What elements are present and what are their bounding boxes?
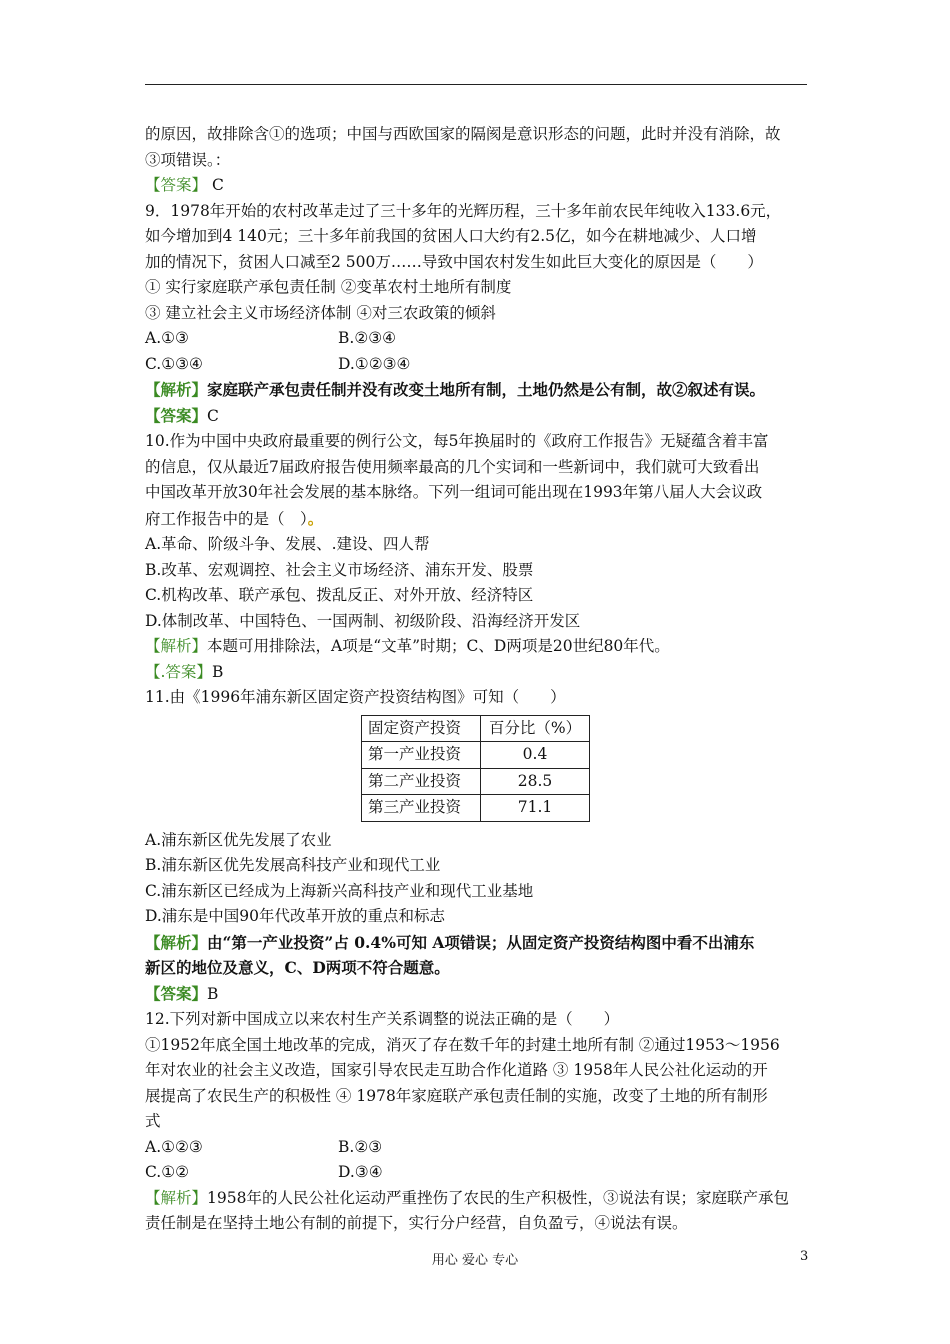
q12-stem: 12.下列对新中国成立以来农村生产关系调整的说法正确的是（ ）: [145, 1010, 620, 1028]
answer-tag: 【.答案】: [145, 662, 212, 681]
q9-analysis: [145, 377, 825, 403]
analysis-text: 1958年的人民公社化运动严重挫伤了农民的生产积极性，③说法有误；家庭联产承包: [207, 1188, 789, 1207]
table-cell: 第三产业投资: [362, 795, 481, 822]
investment-table: [361, 715, 590, 822]
stray-dot: 。: [307, 508, 324, 528]
q11-analysis: [145, 930, 825, 956]
answer-value: C: [207, 406, 219, 425]
q12-item: ①1952年底全国土地改革的完成，消灭了存在数千年的封建土地所有制 ②通过1953～1956: [145, 1035, 780, 1054]
table-cell: 第一产业投资: [362, 742, 481, 769]
q12-analysis: [145, 1186, 825, 1212]
q12-item: 展提高了农民生产的积极性 ④ 1978年家庭联产承包责任制的实施，改变了土地的所有制形: [145, 1086, 768, 1105]
answer-11: [145, 981, 825, 1008]
table-row: [362, 742, 590, 769]
option-b: B.浦东新区优先发展高科技产业和现代工业: [145, 856, 441, 874]
analysis-text: 家庭联产承包责任制并没有改变土地所有制，土地仍然是公有制，故②叙述有误。: [207, 380, 766, 399]
analysis-text: 本题可用排除法，A项是“文革”时期；C、D两项是20世纪80年代。: [207, 637, 670, 655]
table-row: [362, 795, 590, 822]
option-d: D.浦东是中国90年代改革开放的重点和标志: [145, 907, 446, 925]
text-line: 的原因，故排除含①的选项；中国与西欧国家的隔阂是意识形态的问题，此时并没有消除，故: [145, 125, 781, 143]
q9-options: [145, 326, 825, 352]
analysis-tag: 【解析】: [145, 932, 208, 952]
q9-item: ③ 建立社会主义市场经济体制 ④对三农政策的倾斜: [145, 303, 496, 322]
q11-analysis-cont: 新区的地位及意义，C、D两项不符合题意。: [145, 958, 450, 977]
table-cell: 71.1: [481, 795, 590, 822]
q10-analysis: [145, 634, 825, 660]
option-c: C.①③④: [145, 354, 203, 373]
analysis-text: 由“第一产业投资”占 0.4%可知 A项错误；从固定资产投资结构图中看不出浦东: [207, 932, 755, 952]
q9-stem: 加的情况下，贫困人口减至2 500万……导致中国农村发生如此巨大变化的原因是（ ）: [145, 252, 763, 271]
option-c: C.机构改革、联产承包、拨乱反正、对外开放、经济特区: [145, 586, 534, 604]
answer-value: B: [207, 984, 219, 1003]
q9-item: ① 实行家庭联产承包责任制 ②变革农村土地所有制度: [145, 278, 512, 296]
q12-item: 式: [145, 1112, 161, 1130]
option-a: A.①②③: [145, 1137, 203, 1156]
table-header-cell: 固定资产投资: [362, 715, 481, 742]
option-b: B.改革、宏观调控、社会主义市场经济、浦东开发、股票: [145, 560, 534, 579]
answer-tag: 【答案】: [145, 405, 208, 425]
q10-stem: 中国改革开放30年社会发展的基本脉络。下列一组词可能出现在1993年第八届人大会议政: [145, 483, 763, 501]
table-cell: 第二产业投资: [362, 768, 481, 795]
analysis-tag: 【解析】: [145, 637, 208, 655]
option-d: D.体制改革、中国特色、一国两制、初级阶段、沿海经济开发区: [145, 611, 581, 630]
q12-item: 年对农业的社会主义改造，国家引导农民走互助合作化道路 ③ 1958年人民公社化运动的开: [145, 1061, 768, 1079]
option-c: C.浦东新区已经成为上海新兴高科技产业和现代工业基地: [145, 881, 534, 900]
q10-stem-end: 府工作报告中的是（ ）: [145, 509, 308, 528]
option-d: D.①②③④: [338, 354, 411, 373]
option-a: A.①③: [145, 329, 189, 347]
analysis-tag: 【解析】: [145, 380, 208, 399]
option-b: B.②③: [338, 1137, 383, 1156]
option-a: A.浦东新区优先发展了农业: [145, 830, 332, 849]
q9-stem: 如今增加到4 140元；三十多年前我国的贫困人口大约有2.5亿，如今在耕地减少、人口增: [145, 227, 757, 245]
answer-tag: 【答案】: [145, 176, 208, 194]
answer-value: B: [211, 662, 224, 681]
page-number: 3: [800, 1249, 809, 1264]
answer-tag: 【答案】: [145, 983, 208, 1003]
answer-10: [145, 660, 825, 686]
q9-stem: 9．1978年开始的农村改革走过了三十多年的光辉历程，三十多年前农民年纯收入133.6元，: [145, 201, 782, 220]
table-header-cell: 百分比（%）: [481, 715, 590, 742]
option-a: A.革命、阶级斗争、发展、.建设、四人帮: [145, 535, 430, 553]
table-header-row: [362, 715, 590, 742]
q9-options: [145, 352, 825, 378]
answer-value: C: [207, 176, 224, 194]
answer-8: [145, 173, 825, 199]
table-row: [362, 768, 590, 795]
text-line: ③项错误。：: [145, 150, 231, 169]
header-rule: [145, 84, 807, 85]
page-content: [145, 122, 825, 1237]
footer-motto: 用心 爱心 专心: [431, 1253, 519, 1268]
table-cell: 0.4: [481, 742, 590, 769]
q10-stem: [145, 506, 825, 533]
table-cell: 28.5: [481, 768, 590, 795]
q12-analysis-cont: 责任制是在坚持土地公有制的前提下，实行分户经营，自负盈亏，④说法有误。: [145, 1214, 688, 1232]
q11-stem: 11.由《1996年浦东新区固定资产投资结构图》可知（ ）: [145, 688, 566, 706]
option-c: C.①②: [145, 1163, 190, 1181]
q10-stem: 10.作为中国中央政府最重要的例行公文，每5年换届时的《政府工作报告》无疑蕴含着丰富: [145, 432, 769, 450]
q10-stem: 的信息，仅从最近7届政府报告使用频率最高的几个实词和一些新词中，我们就可大致看出: [145, 457, 760, 476]
analysis-tag: 【解析】: [145, 1188, 208, 1207]
answer-9: [145, 403, 825, 430]
q12-options: [145, 1135, 825, 1161]
option-b: B.②③④: [338, 329, 397, 347]
option-d: D.③④: [338, 1163, 383, 1181]
q12-options: [145, 1160, 825, 1186]
